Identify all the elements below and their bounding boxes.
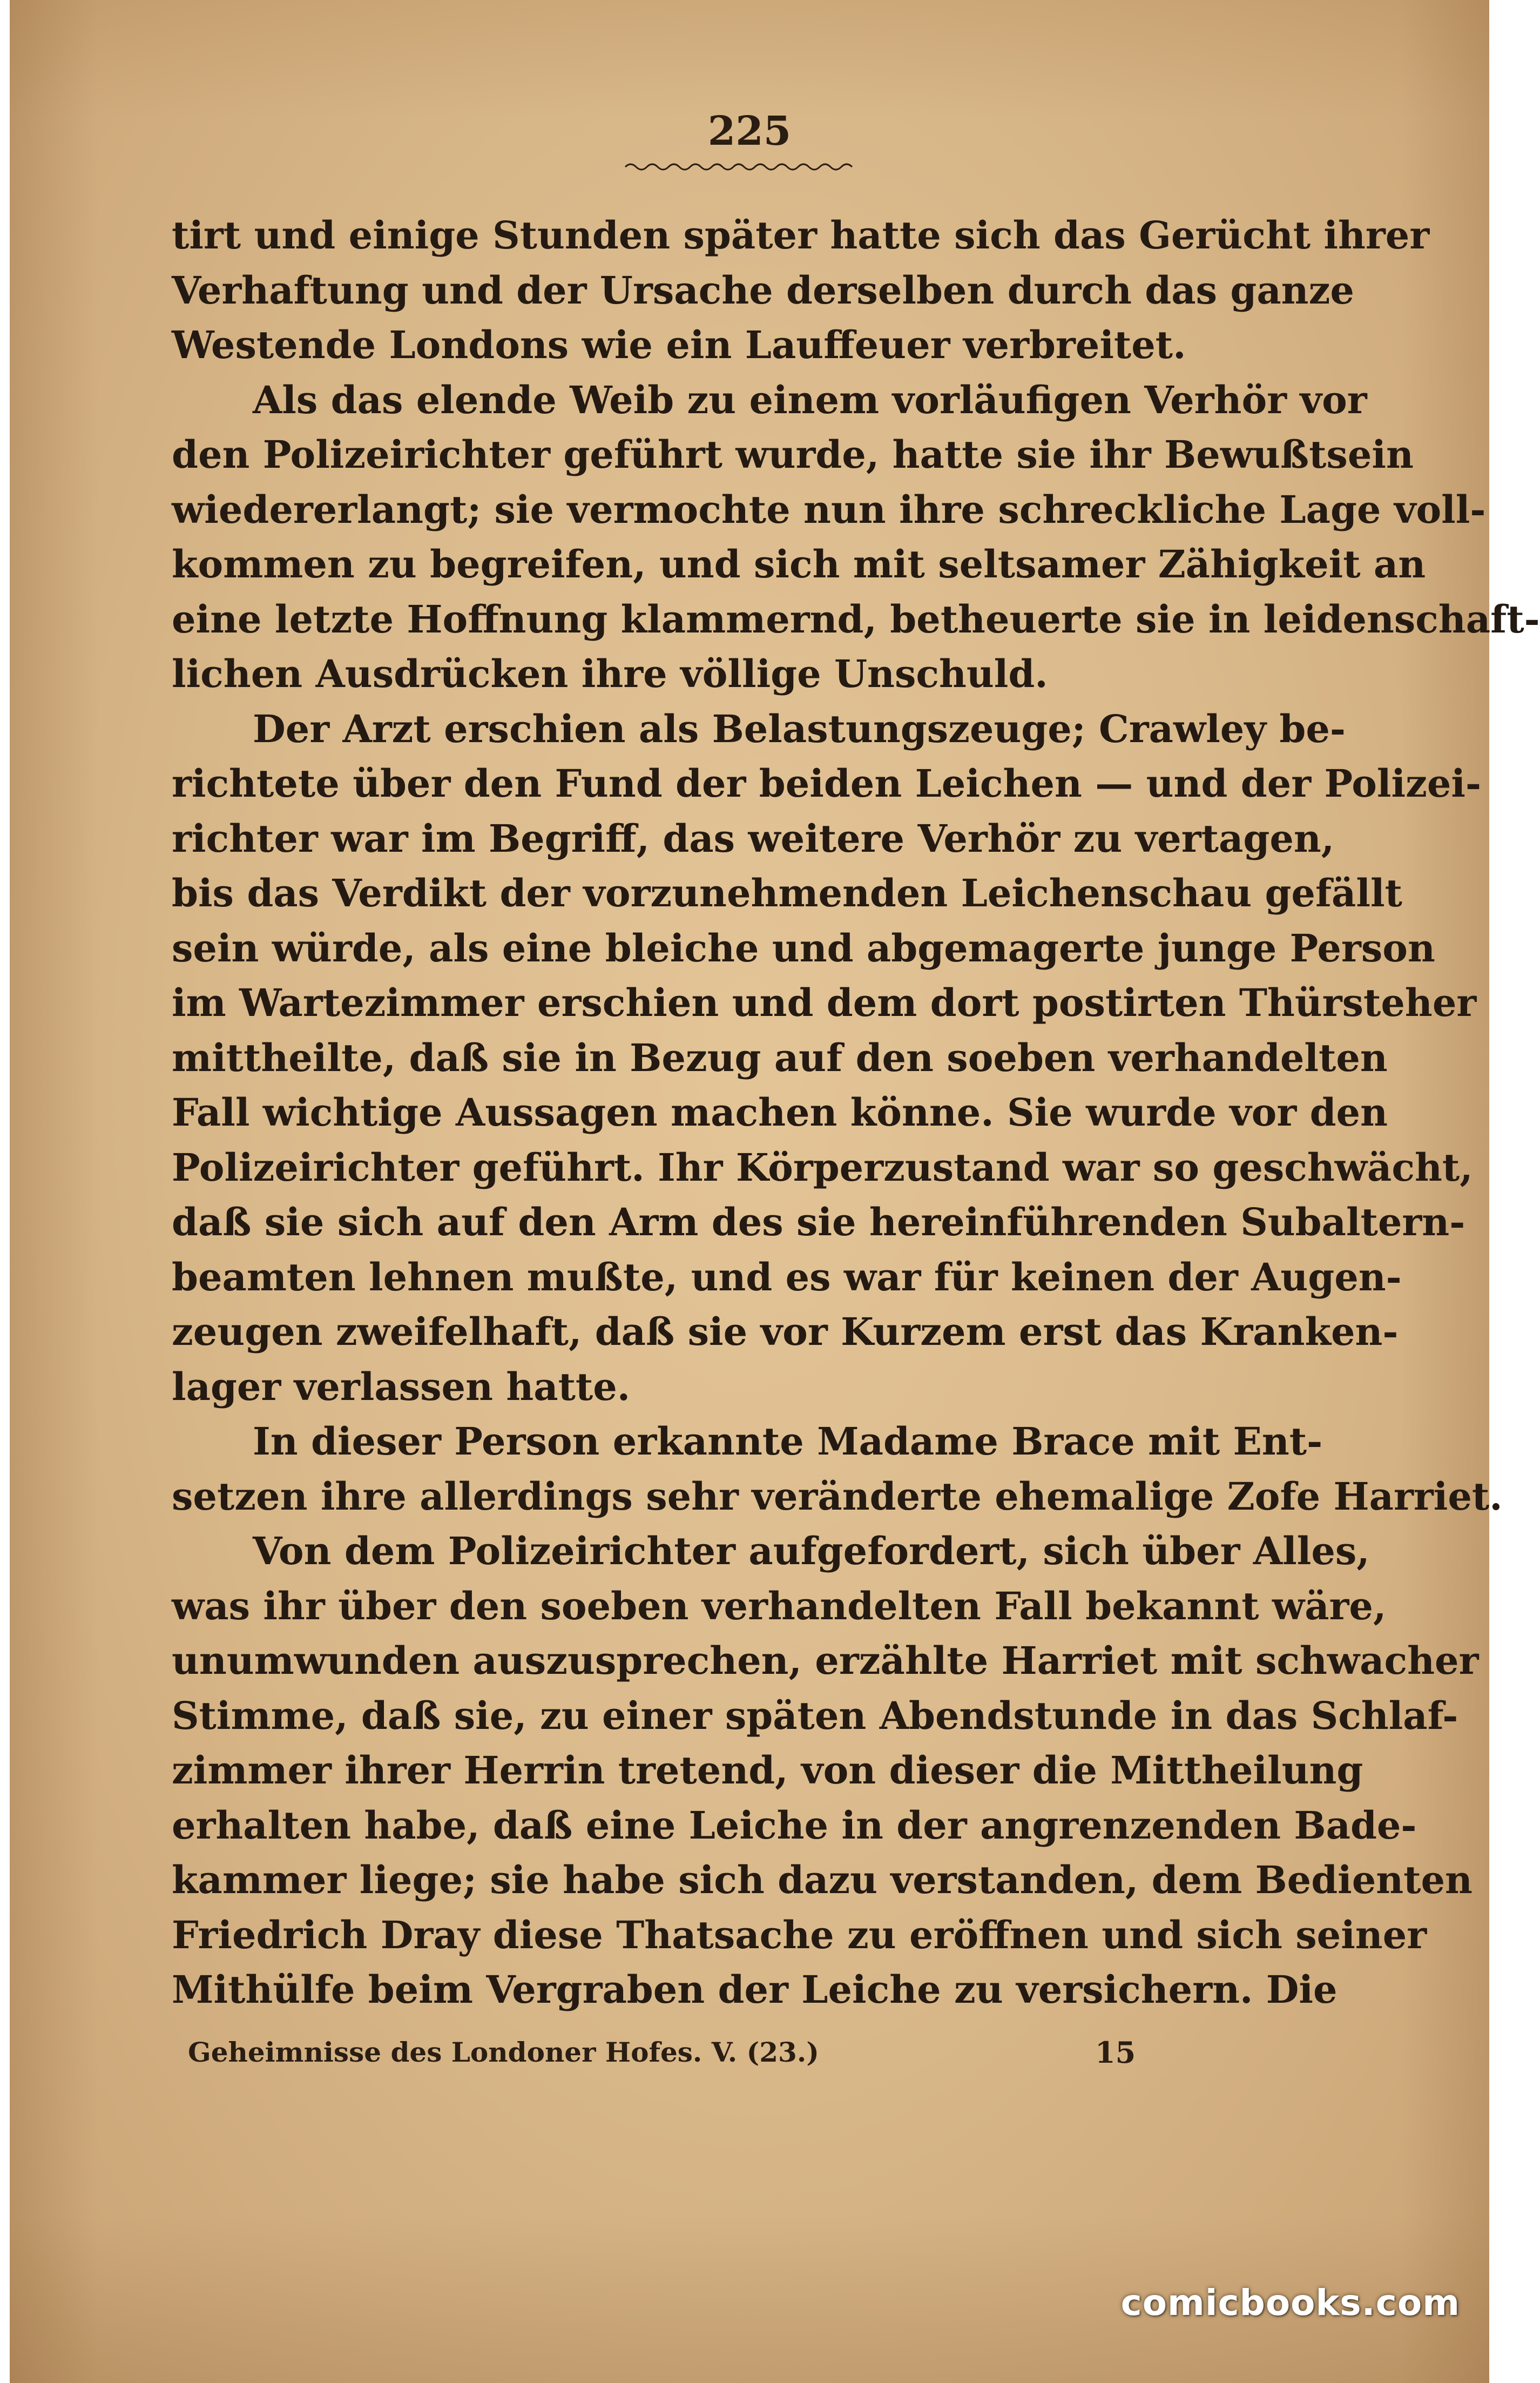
- text-line: mittheilte, daß sie in Bezug auf den soeben verhandelten: [172, 1035, 1388, 1080]
- text-line: eine letzte Hoffnung klammernd, betheuerte sie in leidenschaft-: [172, 596, 1540, 642]
- text-line: wiedererlangt; sie vermochte nun ihre schreckliche Lage voll-: [172, 487, 1486, 532]
- text-line: lichen Ausdrücken ihre völlige Unschuld.: [172, 651, 1048, 696]
- signature-mark: 15: [1095, 2035, 1136, 2070]
- text-line: tirt und einige Stunden später hatte sich das Gerücht ihrer: [172, 213, 1430, 258]
- text-line: zeugen zweifelhaft, daß sie vor Kurzem erst das Kranken-: [172, 1309, 1399, 1354]
- text-line: den Polizeirichter geführt wurde, hatte sie ihr Bewußtsein: [172, 432, 1414, 477]
- text-line: In dieser Person erkannte Madame Brace mit Ent-: [253, 1419, 1323, 1464]
- text-line: Mithülfe beim Vergraben der Leiche zu versichern. Die: [172, 1967, 1338, 2012]
- text-line: im Wartezimmer erschien und dem dort postirten Thürsteher: [172, 980, 1477, 1025]
- page-number: 225: [707, 108, 792, 154]
- text-line: sein würde, als eine bleiche und abgemagerte junge Person: [172, 925, 1435, 971]
- text-line: beamten lehnen mußte, und es war für keinen der Augen-: [172, 1254, 1402, 1300]
- book-page: [10, 0, 1540, 2383]
- text-line: daß sie sich auf den Arm des sie hereinführenden Subaltern-: [172, 1200, 1465, 1244]
- text-line: kammer liege; sie habe sich dazu verstanden, dem Bedienten: [172, 1857, 1473, 1902]
- text-line: unumwunden auszusprechen, erzählte Harriet mit schwacher: [172, 1638, 1479, 1683]
- text-line: Von dem Polizeirichter aufgefordert, sich über Alles,: [253, 1529, 1370, 1573]
- page-footer: [188, 2031, 1160, 2074]
- text-line: Polizeirichter geführt. Ihr Körperzustand war so geschwächt,: [172, 1145, 1473, 1190]
- body-text: [172, 208, 1540, 2017]
- text-line: erhalten habe, daß eine Leiche in der angrenzenden Bade-: [172, 1802, 1417, 1848]
- text-line: Als das elende Weib zu einem vorläufigen Verhör vor: [253, 377, 1367, 422]
- watermark: comicbooks.com: [1120, 2282, 1460, 2324]
- text-line: Fall wichtige Aussagen machen könne. Sie wurde vor den: [172, 1090, 1388, 1135]
- text-line: bis das Verdikt der vorzunehmenden Leichenschau gefällt: [172, 871, 1402, 915]
- text-line: was ihr über den soeben verhandelten Fall bekannt wäre,: [172, 1583, 1387, 1628]
- text-line: lager verlassen hatte.: [172, 1364, 631, 1409]
- text-line: Der Arzt erschien als Belastungszeuge; Crawley be-: [253, 706, 1346, 751]
- footer-title: Geheimnisse des Londoner Hofes. V. (23.): [188, 2036, 819, 2068]
- text-line: kommen zu begreifen, und sich mit seltsamer Zähigkeit an: [172, 542, 1426, 587]
- text-line: Stimme, daß sie, zu einer späten Abendstunde in das Schlaf-: [172, 1693, 1458, 1738]
- text-line: Friedrich Dray diese Thatsache zu eröffnen und sich seiner: [172, 1912, 1427, 1957]
- text-line: zimmer ihrer Herrin tretend, von dieser die Mittheilung: [172, 1748, 1363, 1793]
- text-line: Westende Londons wie ein Lauffeuer verbreitet.: [172, 322, 1186, 367]
- text-line: richtete über den Fund der beiden Leichen — und der Polizei-: [172, 761, 1482, 806]
- text-line: setzen ihre allerdings sehr veränderte ehemalige Zofe Harriet.: [172, 1473, 1503, 1519]
- text-line: Verhaftung und der Ursache derselben durch das ganze: [172, 267, 1354, 313]
- text-line: richter war im Begriff, das weitere Verhör zu vertagen,: [172, 816, 1335, 861]
- ornament-rule: [625, 160, 852, 174]
